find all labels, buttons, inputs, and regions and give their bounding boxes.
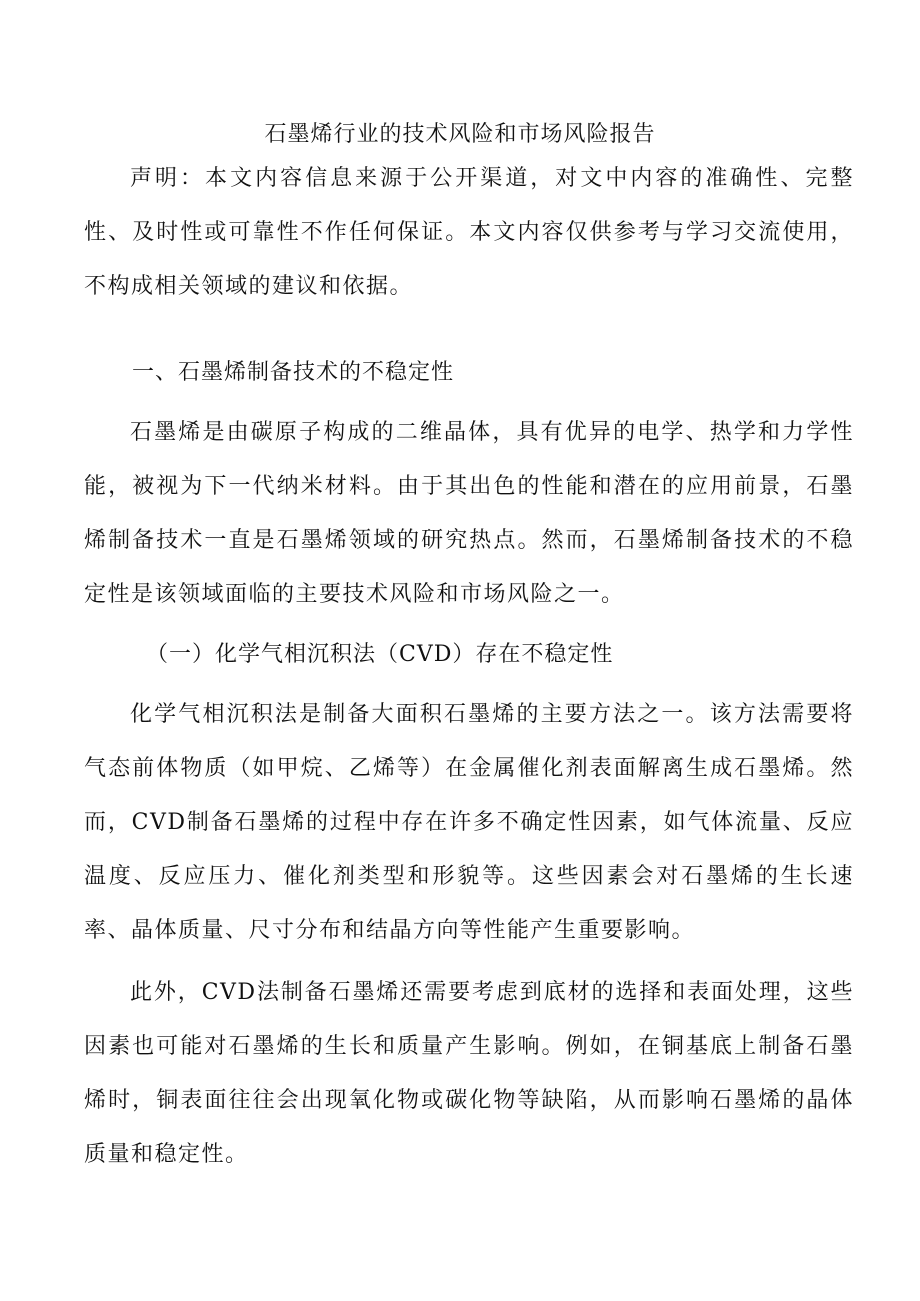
body-paragraph: 此外，CVD法制备石墨烯还需要考虑到底材的选择和表面处理，这些因素也可能对石墨烯的生长和质量产生影响。例如，在铜基底上制备石墨烯时，铜表面往往会出现氧化物或碳化物等缺陷，从而影响石墨烯的晶体质量和稳定性。: [84, 980, 854, 1167]
subsection-heading: （一）化学气相沉积法（CVD）存在不稳定性: [146, 642, 614, 667]
section-heading: 一、石墨烯制备技术的不稳定性: [132, 360, 455, 385]
document-title: 石墨烯行业的技术风险和市场风险报告: [264, 122, 656, 147]
body-paragraph: 化学气相沉积法是制备大面积石墨烯的主要方法之一。该方法需要将气态前体物质（如甲烷、乙烯等）在金属催化剂表面解离生成石墨烯。然而，CVD制备石墨烯的过程中存在许多不确定性因素，如气体流量、反应温度、反应压力、催化剂类型和形貌等。这些因素会对石墨烯的生长速率、晶体质量、尺寸分布和结晶方向等性能产生重要影响。: [84, 702, 854, 943]
disclaimer-paragraph: 声明：本文内容信息来源于公开渠道，对文中内容的准确性、完整性、及时性或可靠性不作任何保证。本文内容仅供参考与学习交流使用，不构成相关领域的建议和依据。: [84, 166, 854, 299]
body-paragraph: 石墨烯是由碳原子构成的二维晶体，具有优异的电学、热学和力学性能，被视为下一代纳米材料。由于其出色的性能和潜在的应用前景，石墨烯制备技术一直是石墨烯领域的研究热点。然而，石墨烯制备技术的不稳定性是该领域面临的主要技术风险和市场风险之一。: [84, 420, 854, 607]
